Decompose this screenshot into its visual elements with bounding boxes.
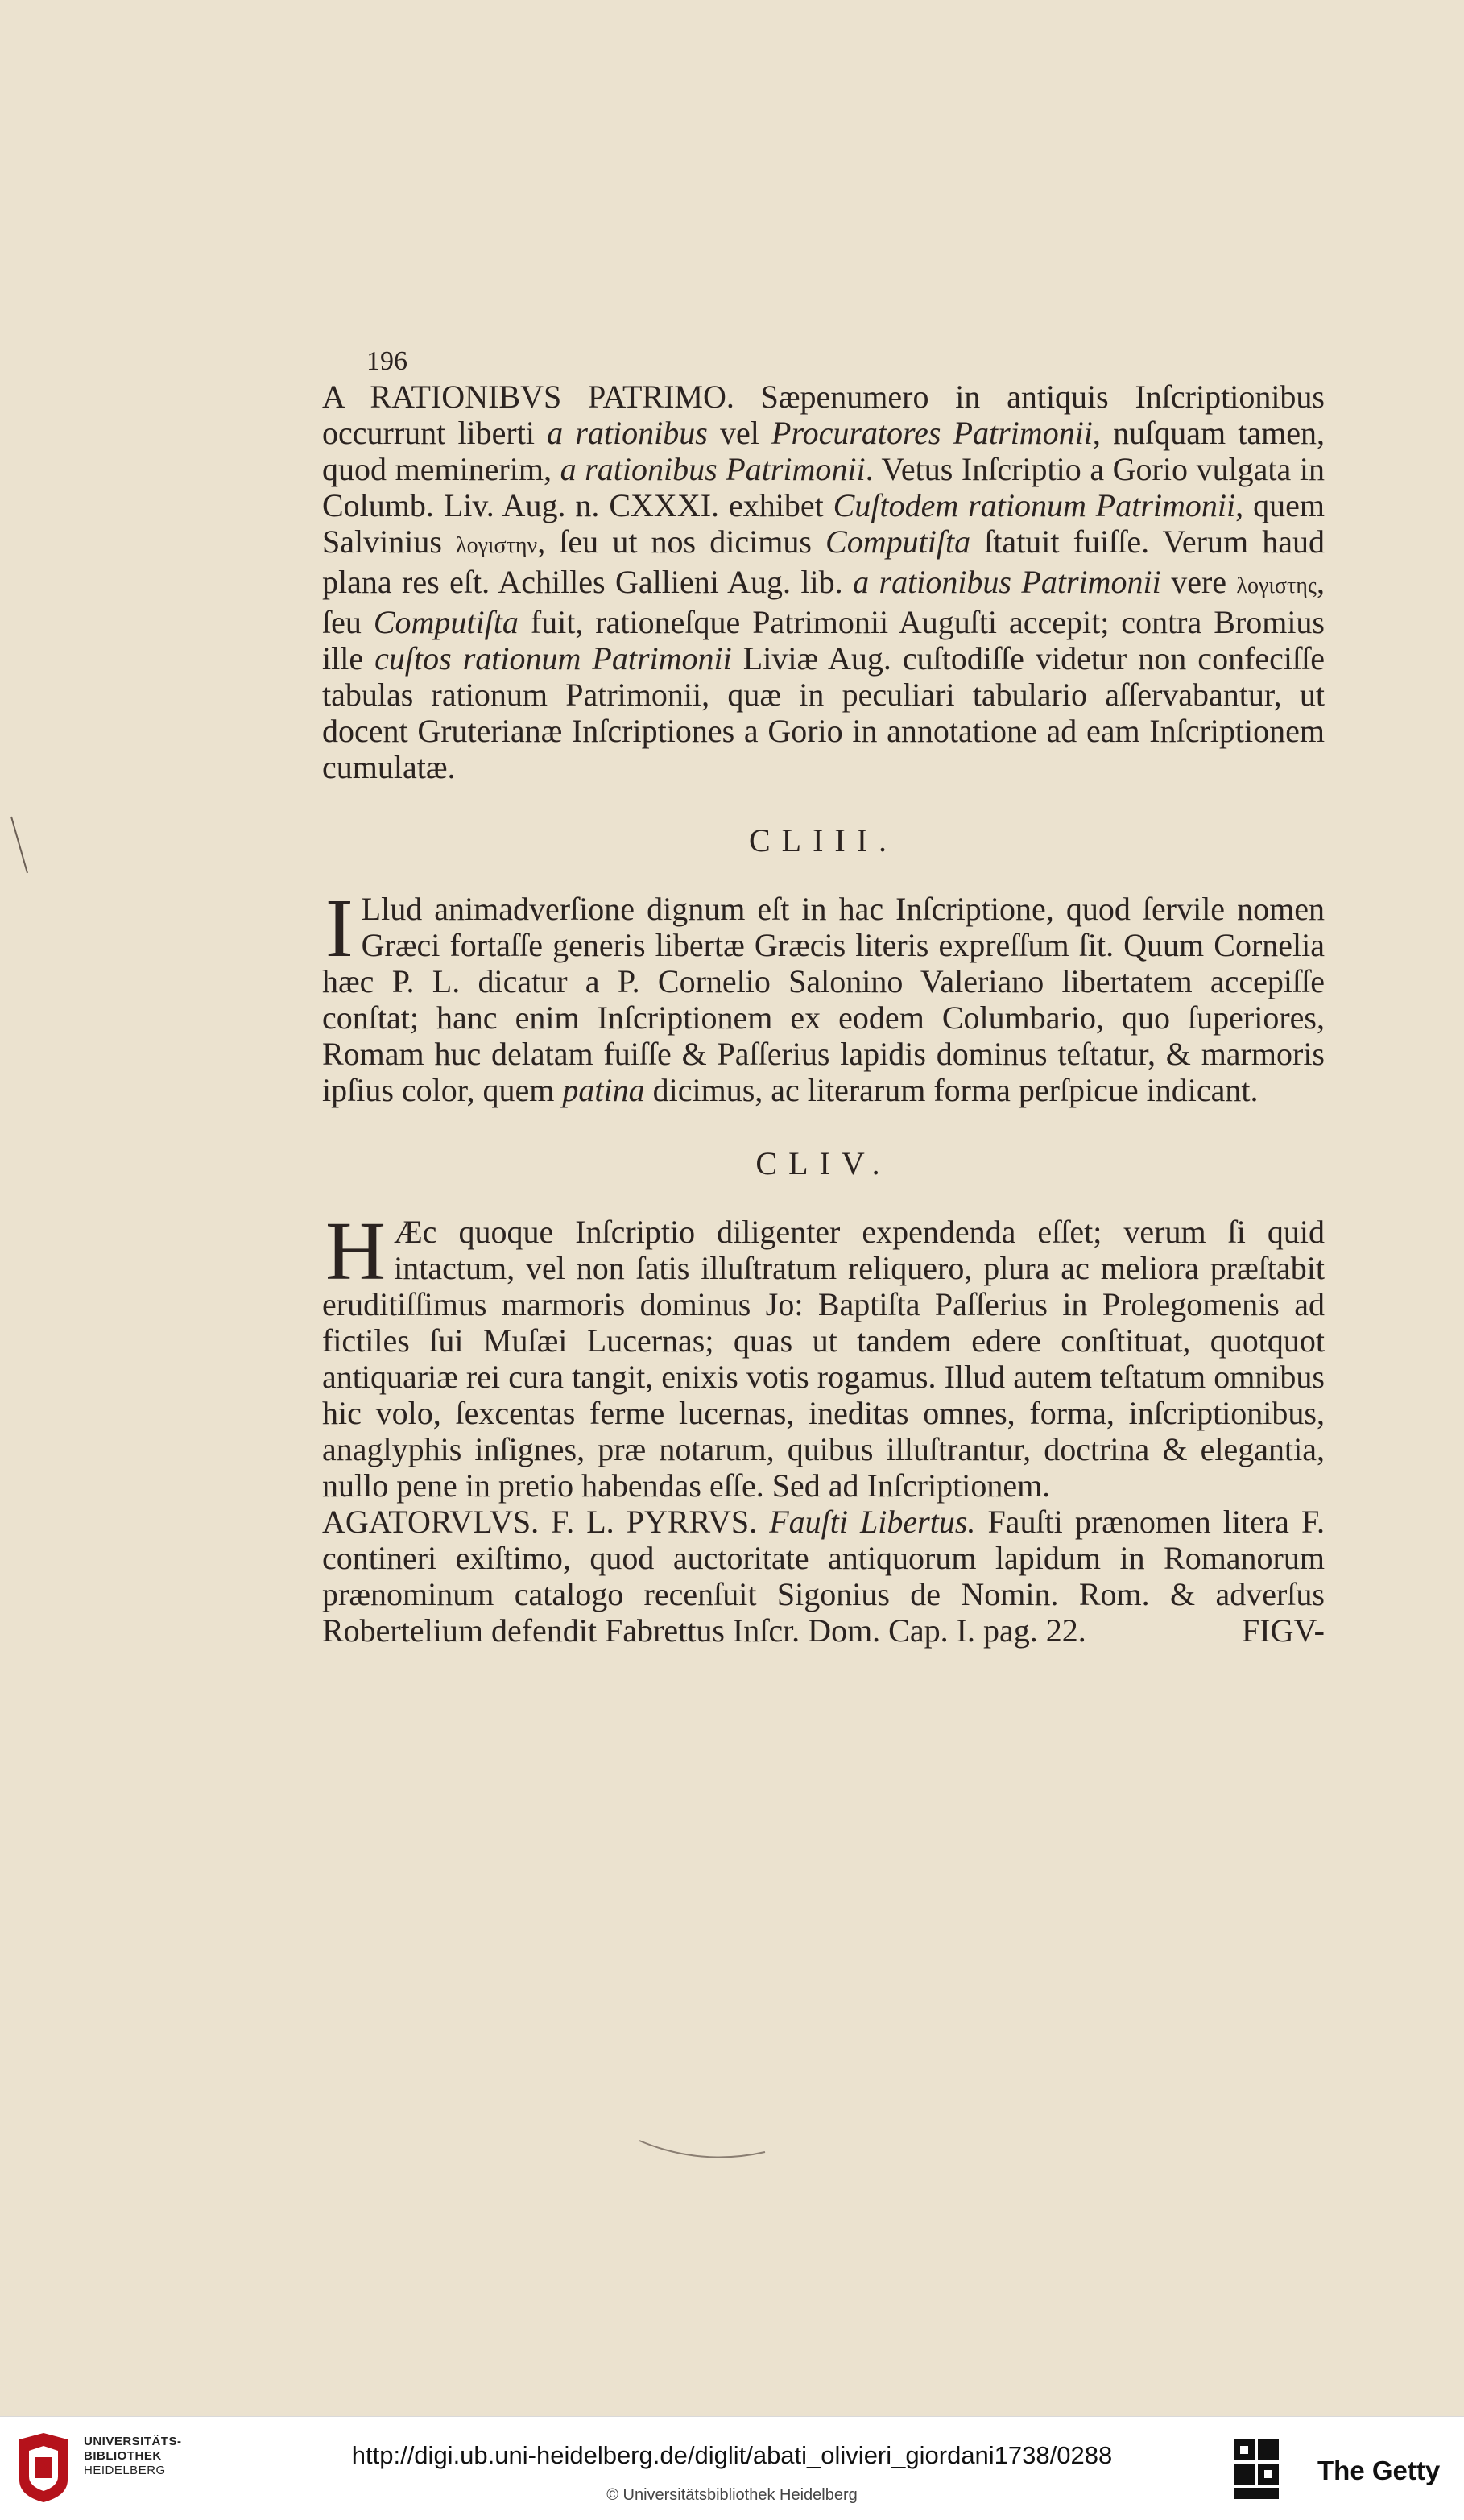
text-body <box>322 346 1325 1649</box>
lemma-heading: A RATIONIBVS PATRIMO. <box>322 379 734 415</box>
paragraph-a-rationibus: A RATIONIBVS PATRIMO. Sæpenumero in antiquis Inſcriptionibus occurrunt liberti a rationibus vel Procuratores Patrimonii, nuſquam tamen, quod meminerim, a rationibus Patrimonii. Vetus Inſcriptio a Gorio vulgata in Columb. Liv. Aug. n. CXXXI. exhibet Cuſtodem rationum Patrimonii, quem Salvinius λογιστην, ſeu ut nos dicimus Computiſta ſtatuit fuiſſe. Verum haud plana res eſt. Achilles Gallieni Aug. lib. a rationibus Patrimonii vere λογιστης, ſeu Computiſta fuit, rationeſque Patrimonii Auguſti accepit; contra Bromius ille cuſtos rationum Patrimonii Liviæ Aug. cuſtodiſſe videtur non confeciſſe tabulas rationum Patrimonii, quæ in peculiari tabulario aſſervabantur, ut docent Gruterianæ Inſcriptiones a Gorio in annotatione ad eam Inſcriptionem cumulatæ. <box>322 379 1325 785</box>
paragraph-agatorvlvs: AGATORVLVS. F. L. PYRRVS. Fauſti Libertus. Fauſti prænomen litera F. contineri exiſtimo, quod auctoritate antiquorum lapidum in Romanorum prænominum catalogo recenſuit Sigonius de Nomin. Rom. & adverſus Robertelium defendit Fabrettus Inſcr. Dom. Cap. I. pag. 22. FIGV- <box>322 1504 1325 1649</box>
section-heading-cliv: CLIV. <box>755 1145 891 1181</box>
lemma-heading: AGATORVLVS. F. L. PYRRVS. <box>322 1504 758 1540</box>
page-number: 196 <box>366 346 407 376</box>
page-edge-mark <box>8 813 32 878</box>
drop-cap: H <box>325 1205 387 1297</box>
ink-smudge <box>636 2134 773 2166</box>
paragraph-cliii: I Llud animadverſione dignum eſt in hac Inſcriptione, quod ſervile nomen Græci fortaſſe generis libertæ Græcis literis expreſſum ſit. Quum Cornelia hæc P. L. dicatur a P. Cornelio Salonino Valeriano libertatem accepiſſe conſtat; hanc enim Inſcriptionem ex eodem Columbario, quo ſuperiores, Romam huc delatam fuiſſe & Paſſerius lapidis dominus teſtatur, & marmoris ipſius color, quem patina dicimus, ac literarum forma perſpicue indicant. <box>322 882 1325 1108</box>
getty-logo-icon <box>1232 2438 1293 2502</box>
greek-word: λογιστην <box>456 533 538 558</box>
permalink-url[interactable]: http://digi.ub.uni-heidelberg.de/diglit/abati_olivieri_giordani1738/0288 <box>351 2441 1113 2469</box>
institution-name: UNIVERSITÄTS- BIBLIOTHEK HEIDELBERG <box>84 2435 182 2477</box>
section-heading-cliii: CLIII. <box>748 822 899 859</box>
drop-cap: I <box>325 882 354 974</box>
copyright-notice: © Universitätsbibliothek Heidelberg <box>606 2486 858 2504</box>
viewer-footer <box>0 2416 1464 2520</box>
paragraph-cliv: H Æc quoque Inſcriptio diligenter expendenda eſſet; verum ſi quid intactum, vel non ſatis illuſtratum reliquero, plura ac meliora præſtabit eruditiſſimus marmoris dominus Jo: Baptiſta Paſſerius in Prolegomenis ad fictiles ſui Muſæi Lucernas; quas ut tandem edere conſtituat, quotquot antiquariæ rei cura tangit, enixis votis rogamus. Illud autem teſtatum omnibus hic volo, ſexcentas ferme lucernas, ineditas omnes, forma, inſcriptionibus, anaglyphis inſignes, præ notarum, quibus illuſtrantur, doctrina & elegantia, nullo pene in pretio habendas eſſe. Sed ad Inſcriptionem. <box>322 1205 1325 1504</box>
catchword: FIGV- <box>1242 1612 1325 1649</box>
partner-name: The Getty <box>1317 2456 1441 2485</box>
greek-word: λογιστης <box>1236 573 1317 598</box>
